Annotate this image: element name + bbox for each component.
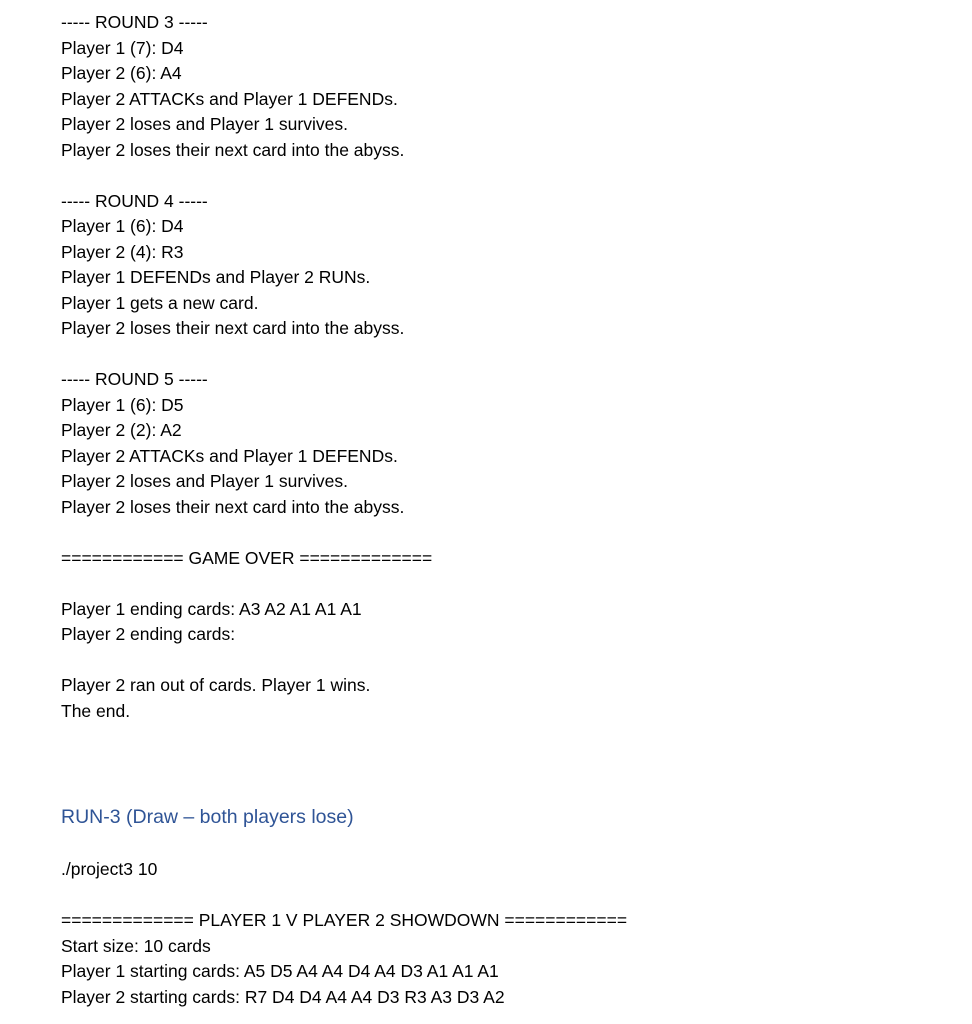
game-over-banner: ============ GAME OVER ============= <box>61 548 433 568</box>
round-5-header: ----- ROUND 5 ----- <box>61 369 208 389</box>
ending-cards-line: Player 1 ending cards: A3 A2 A1 A1 A1 <box>61 599 362 619</box>
round-4-line: Player 1 gets a new card. <box>61 293 259 313</box>
round-3-header: ----- ROUND 3 ----- <box>61 12 208 32</box>
round-5-line: Player 2 loses and Player 1 survives. <box>61 471 348 491</box>
round-3-line: Player 1 (7): D4 <box>61 38 184 58</box>
ending-cards-line: Player 2 ending cards: <box>61 624 236 644</box>
round-4-line: Player 1 (6): D4 <box>61 216 184 236</box>
player-1-starting-cards: Player 1 starting cards: A5 D5 A4 A4 D4 A4 D3 A1 A1 A1 <box>61 961 499 981</box>
showdown-banner: ============= PLAYER 1 V PLAYER 2 SHOWDOWN ============ <box>61 910 628 930</box>
result-line: The end. <box>61 701 131 721</box>
round-5-line: Player 1 (6): D5 <box>61 395 184 415</box>
round-4-header: ----- ROUND 4 ----- <box>61 191 208 211</box>
round-3-line: Player 2 loses and Player 1 survives. <box>61 114 348 134</box>
run-3-heading: RUN-3 (Draw – both players lose) <box>61 806 354 828</box>
round-4-line: Player 2 loses their next card into the abyss. <box>61 318 405 338</box>
round-3-line: Player 2 (6): A4 <box>61 63 182 83</box>
command-line: ./project3 10 <box>61 859 158 879</box>
result-line: Player 2 ran out of cards. Player 1 wins. <box>61 675 371 695</box>
round-3-line: Player 2 ATTACKs and Player 1 DEFENDs. <box>61 89 398 109</box>
player-2-starting-cards: Player 2 starting cards: R7 D4 D4 A4 A4 D3 R3 A3 D3 A2 <box>61 987 505 1007</box>
round-5-line: Player 2 loses their next card into the abyss. <box>61 497 405 517</box>
round-4-line: Player 1 DEFENDs and Player 2 RUNs. <box>61 267 371 287</box>
round-5-line: Player 2 ATTACKs and Player 1 DEFENDs. <box>61 446 398 466</box>
round-3-line: Player 2 loses their next card into the abyss. <box>61 140 405 160</box>
round-5-line: Player 2 (2): A2 <box>61 420 182 440</box>
round-4-line: Player 2 (4): R3 <box>61 242 184 262</box>
start-size-line: Start size: 10 cards <box>61 936 211 956</box>
